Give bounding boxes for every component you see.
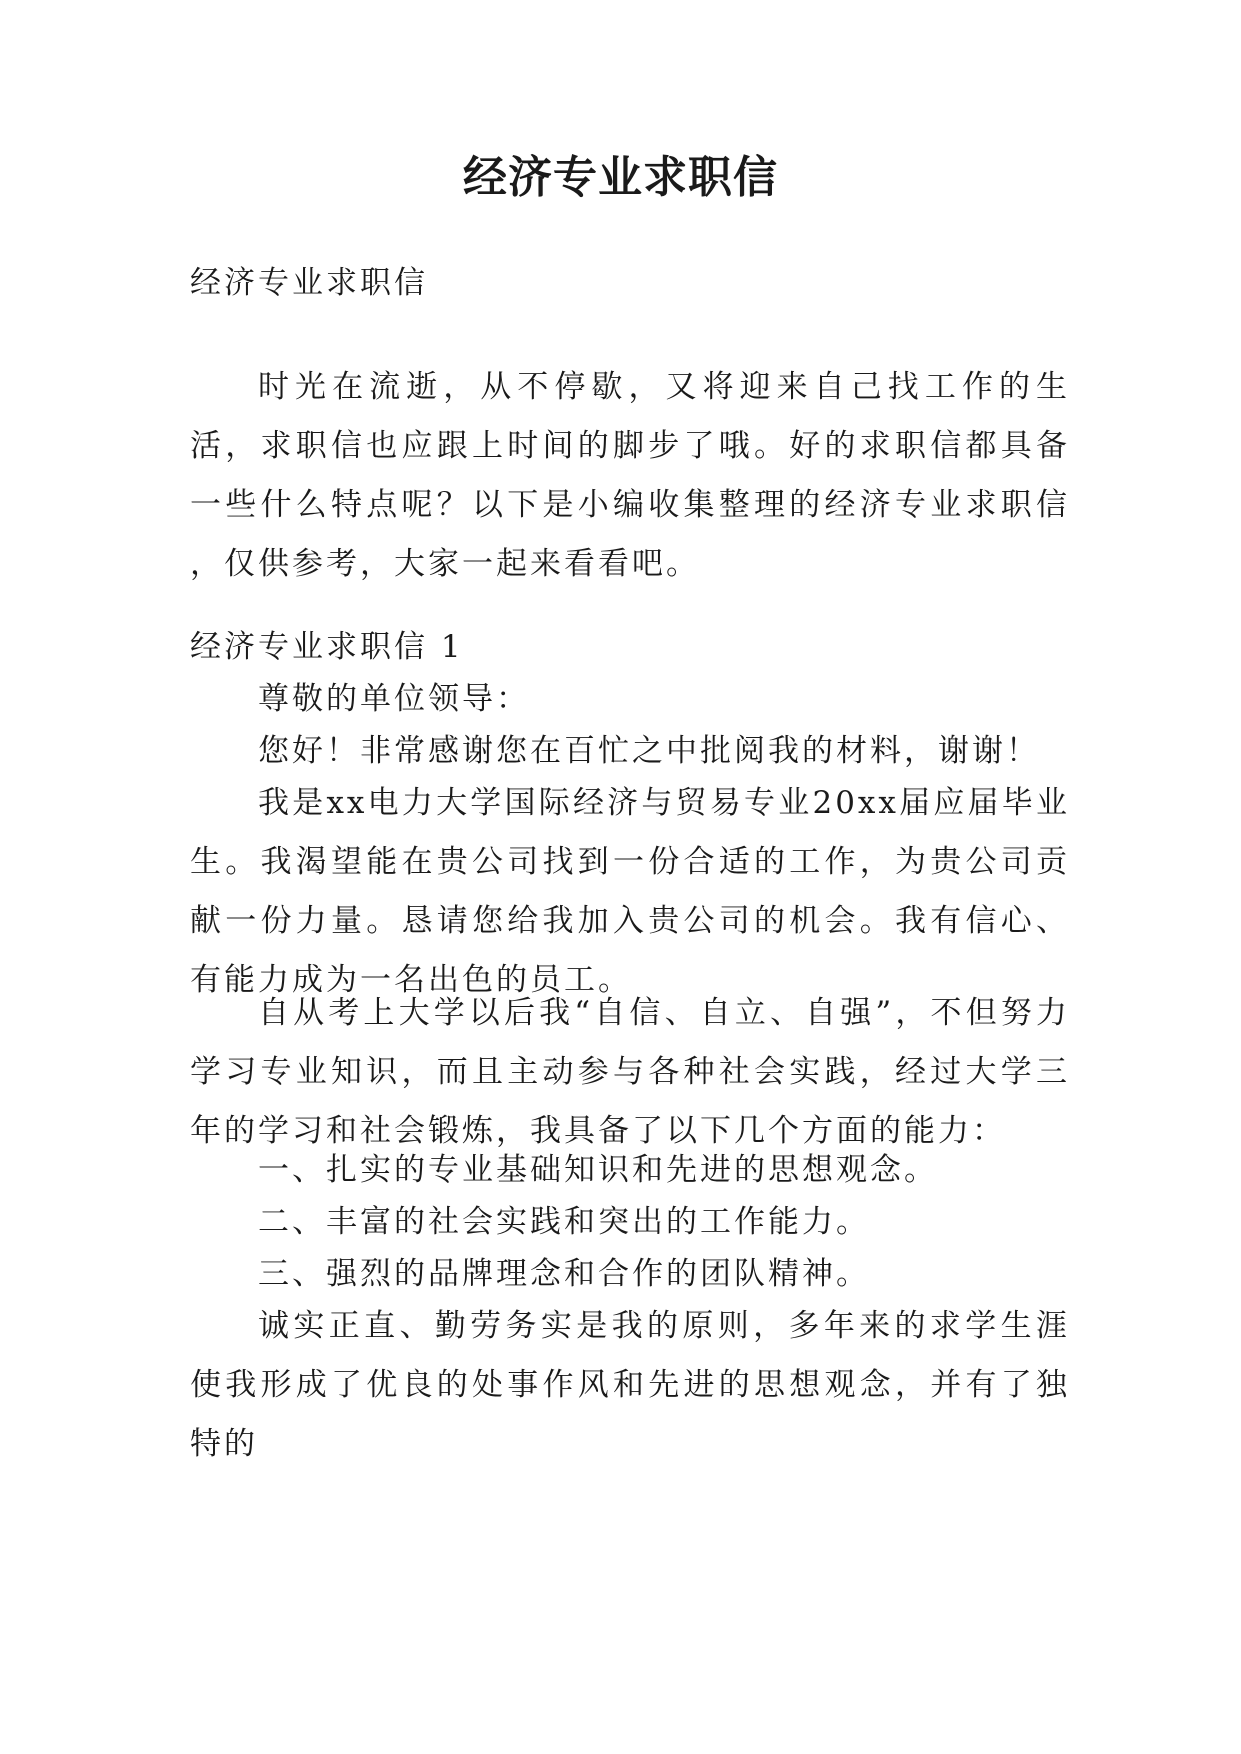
paragraph-principles: 诚实正直、勤劳务实是我的原则，多年来的求学生涯使我形成了优良的处事作风和先进的思想观念，并有了独特的 xyxy=(190,1308,1070,1462)
section-heading: 经济专业求职信 1 xyxy=(190,629,464,665)
list-item-2: 二、丰富的社会实践和突出的工作能力。 xyxy=(258,1204,870,1240)
salutation: 尊敬的单位领导： xyxy=(258,681,530,717)
subtitle: 经济专业求职信 xyxy=(190,265,428,301)
intro-paragraph: 时光在流逝，从不停歇，又将迎来自己找工作的生活，求职信也应跟上时间的脚步了哦。好的求职信都具备一些什么特点呢？以下是小编收集整理的经济专业求职信 ，仅供参考，大家一起来看看吧。 xyxy=(190,369,1070,582)
list-item-3: 三、强烈的品牌理念和合作的团队精神。 xyxy=(258,1256,870,1292)
paragraph-abilities: 自从考上大学以后我“自信、自立、自强”，不但努力学习专业知识，而且主动参与各种社会实践，经过大学三年的学习和社会锻炼，我具备了以下几个方面的能力： xyxy=(190,995,1070,1149)
greeting-paragraph: 您好！非常感谢您在百忙之中批阅我的材料，谢谢！ xyxy=(258,733,1040,769)
document-title: 经济专业求职信 xyxy=(463,152,778,203)
paragraph-intro-self: 我是xx电力大学国际经济与贸易专业20xx届应届毕业生。我渴望能在贵公司找到一份合适的工作，为贵公司贡献一份力量。恳请您给我加入贵公司的机会。我有信心、有能力成为一名出色的员工。 xyxy=(190,785,1070,998)
list-item-1: 一、扎实的专业基础知识和先进的思想观念。 xyxy=(258,1152,938,1188)
